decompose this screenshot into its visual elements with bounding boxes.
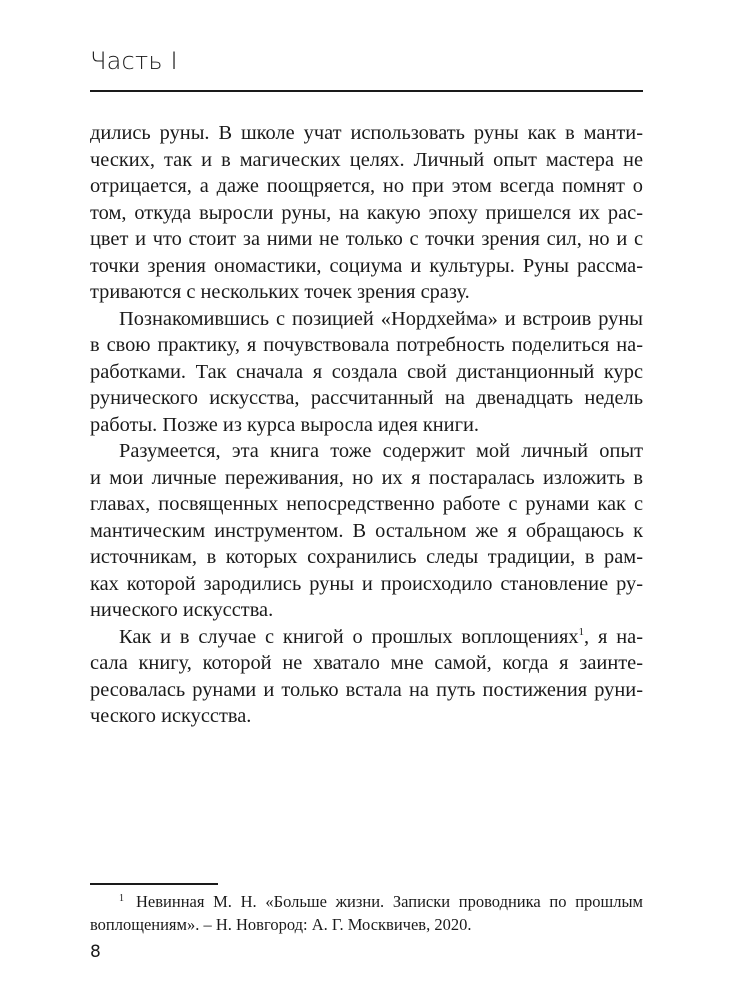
footnote — [90, 890, 643, 936]
body-text — [90, 120, 643, 730]
text-line: работками. Так сначала я создала свой дистанционный курс — [90, 360, 643, 383]
text-line: сала книгу, которой не хватало мне самой, когда я заинте- — [90, 652, 643, 674]
text-line: и мои личные переживания, но их я постаралась изложить в — [90, 466, 643, 489]
footnote-line — [90, 890, 643, 913]
text-line: точки зрения ономастики, социума и культуры. Руны рассма- — [90, 254, 643, 277]
header-rule — [90, 90, 643, 92]
text-line: ресовалась рунами и только встала на путь постижения руни- — [90, 678, 643, 701]
footnote-marker: 1 — [119, 893, 124, 904]
text-line: источникам, в которых сохранились следы традиции, в рам- — [90, 546, 643, 568]
text-line: отрицается, а даже поощряется, но при этом всегда помнят о — [90, 175, 643, 197]
text-line: главах, посвященных непосредственно работе с рунами как с — [90, 493, 643, 515]
text-line: рунического искусства, рассчитанный на двенадцать недель — [90, 387, 643, 409]
text-line — [90, 624, 643, 651]
text-line: дились руны. В школе учат использовать руны как в манти- — [90, 122, 643, 144]
text-line: ческого искусства. — [90, 705, 252, 727]
text-line: том, откуда выросли руны, на какую эпоху пришелся их рас- — [90, 201, 643, 224]
text-fragment: Как и в случае с книгой о прошлых воплощениях — [119, 625, 579, 648]
text-line: Разумеется, эта книга тоже содержит мой личный опыт — [119, 440, 643, 462]
page-number: 8 — [90, 942, 101, 962]
text-line: цвет и что стоит за ними не только с точки зрения сил, но и с — [90, 228, 643, 250]
text-line: Познакомившись с позицией «Нордхейма» и встроив руны — [119, 307, 643, 330]
text-line: работы. Позже из курса выросла идея книги. — [90, 413, 479, 436]
footnote-rule — [90, 883, 218, 885]
text-line: ческих, так и в магических целях. Личный опыт мастера не — [90, 148, 643, 171]
text-line: в свою практику, я почувствовала потребность поделиться на- — [90, 334, 643, 356]
text-line: мантическим инструментом. В остальном же я обращаюсь к — [90, 519, 643, 542]
text-line: ках которой зародились руны и происходило становление ру- — [90, 572, 643, 595]
running-head: Часть I — [90, 47, 178, 75]
text-fragment: , я на- — [584, 625, 643, 648]
footnote-line: воплощениям». – Н. Новгород: А. Г. Москвичев, 2020. — [90, 915, 472, 934]
footnote-reference[interactable]: 1 — [578, 625, 585, 638]
text-line: нического искусства. — [90, 599, 274, 621]
text-line: триваются с нескольких точек зрения сразу. — [90, 281, 470, 303]
footnote-text: Невинная М. Н. «Больше жизни. Записки проводника по прошлым — [136, 892, 643, 911]
